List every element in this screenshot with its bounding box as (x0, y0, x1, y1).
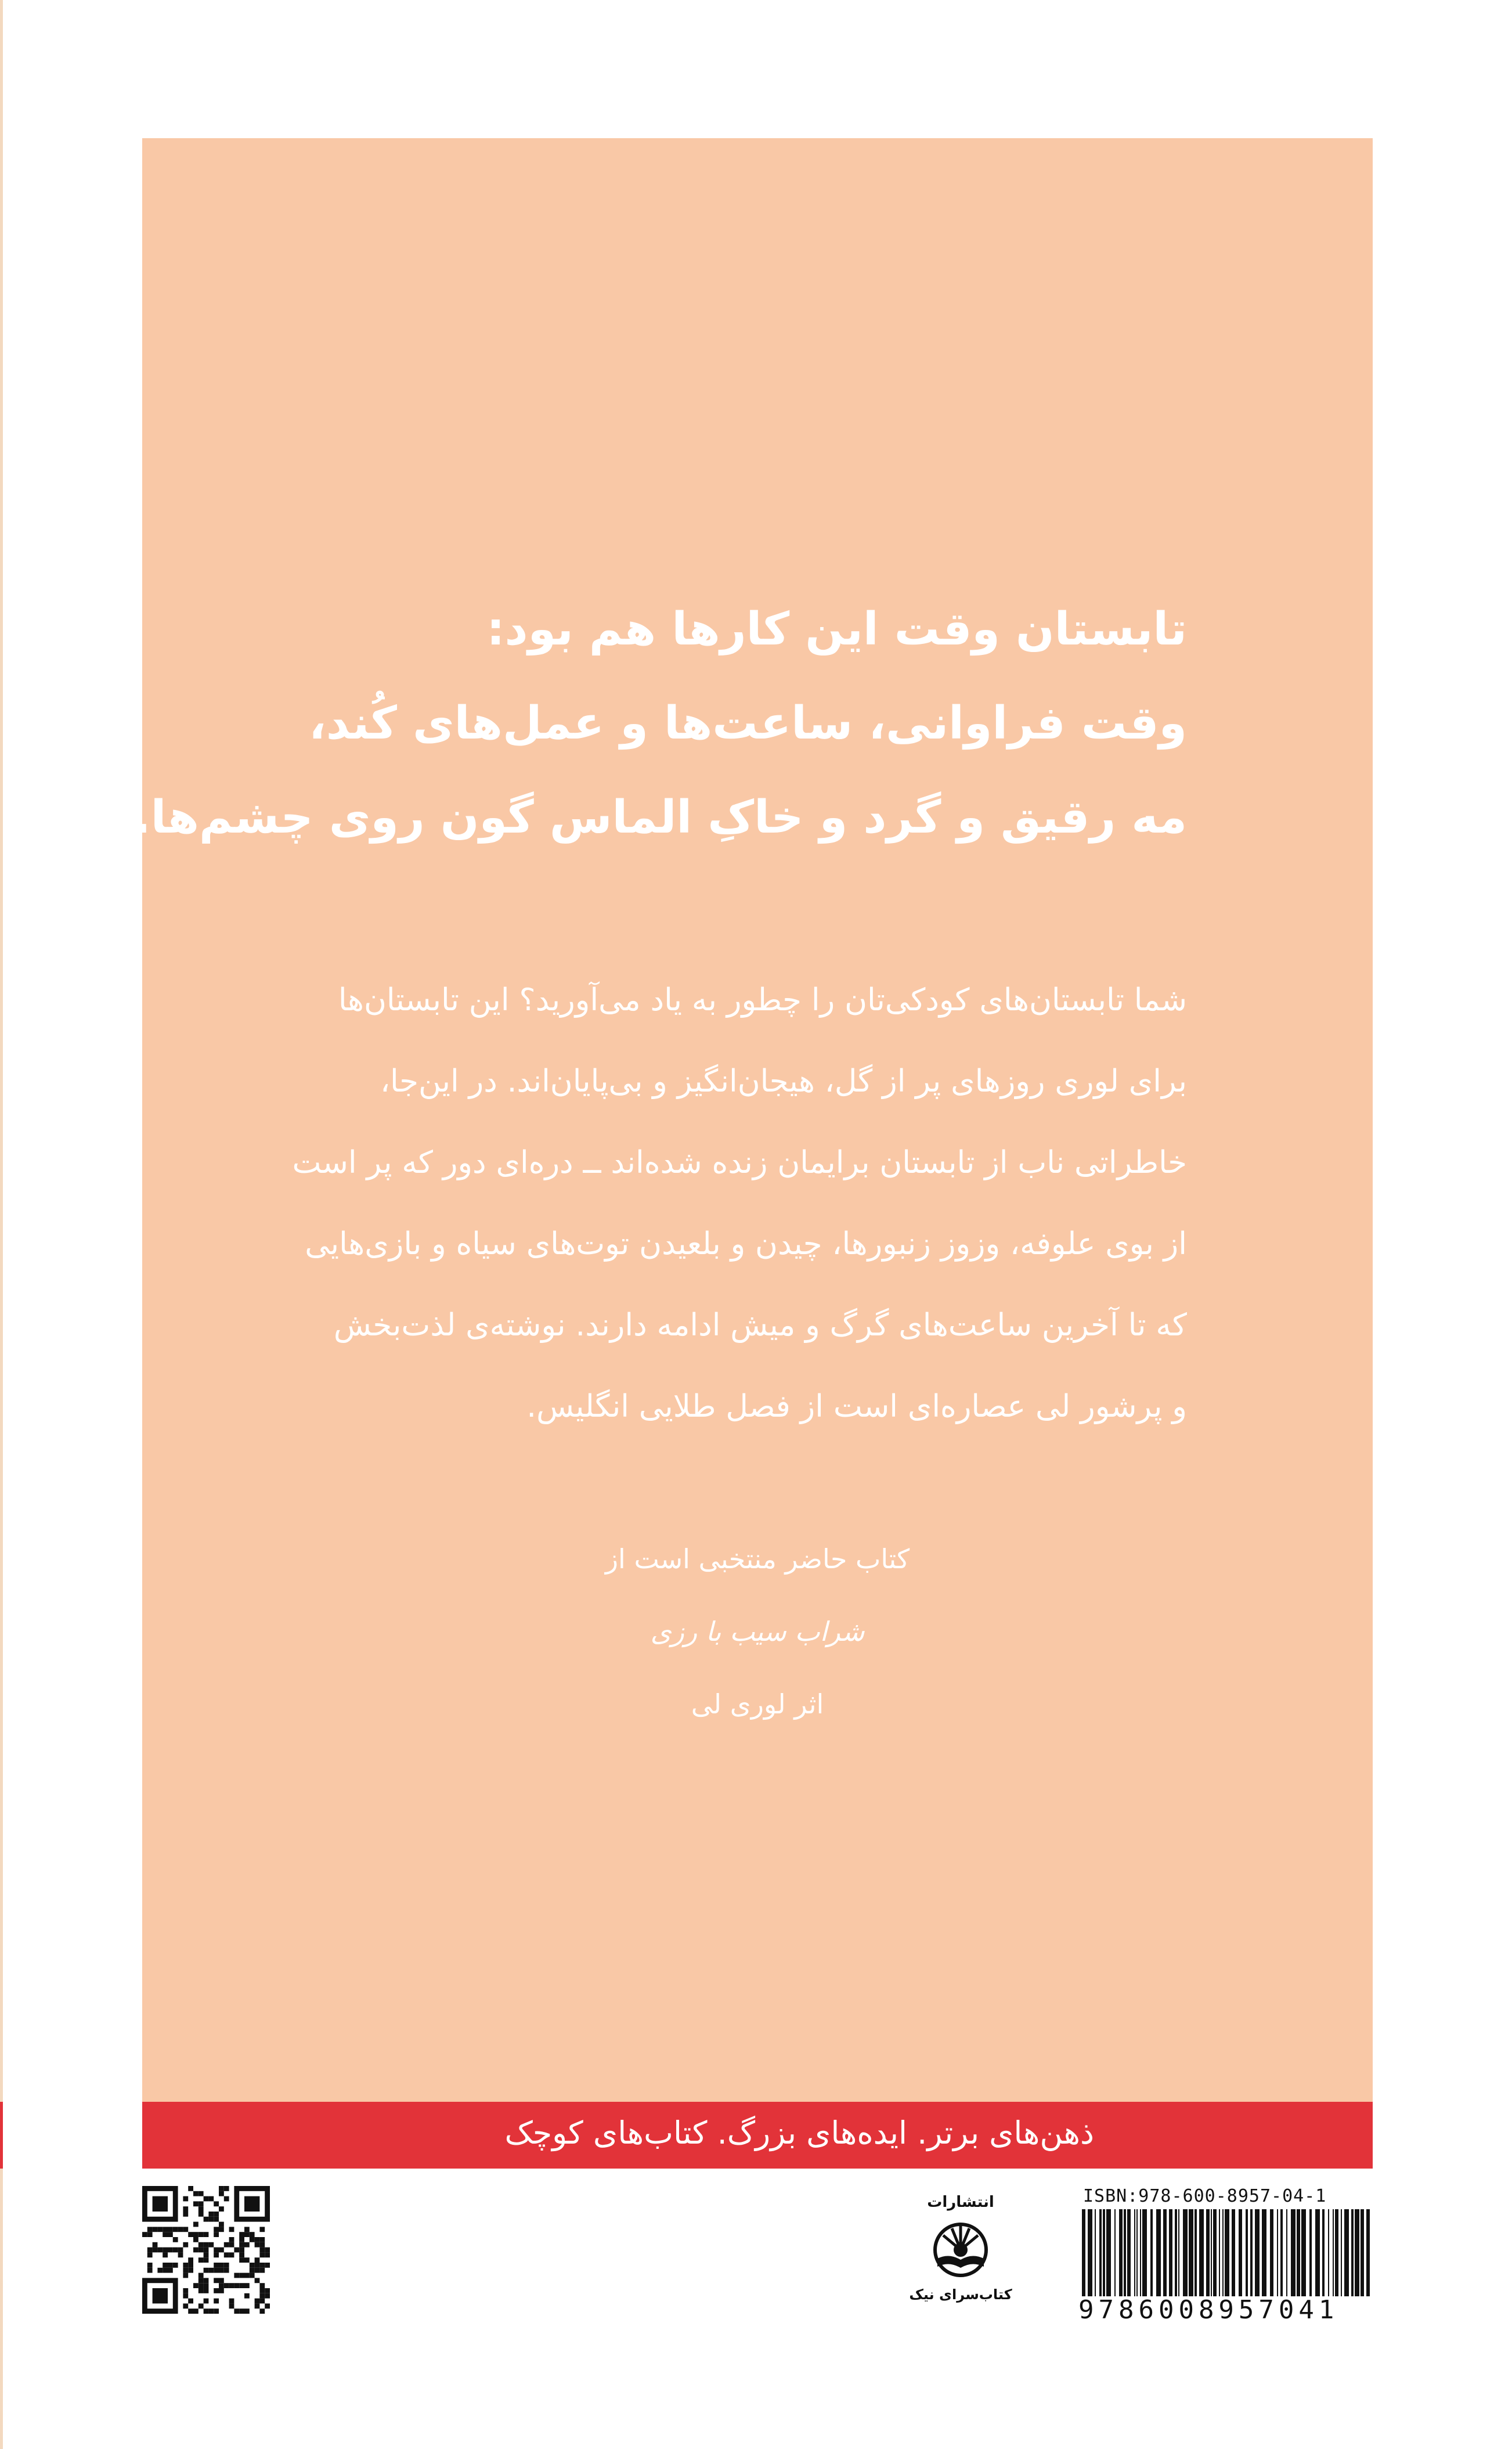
publisher-logo (905, 2194, 1016, 2310)
blurb-line: و پرشور لی عصاره‌ای است از فصل طلایی انگلیس. (526, 1389, 1187, 1424)
publisher-label: انتشارات (927, 2194, 994, 2211)
poem-line: تابستان وقت این کارها هم بود: (486, 603, 1187, 656)
source-book-title: شراب سیب با رزی (650, 1616, 865, 1647)
blurb-line: از بوی علوفه، وزوز زنبورها، چیدن و بلعیدن توت‌های سیاه و بازی‌هایی (305, 1226, 1187, 1262)
source-author: اثر لوری لی (691, 1688, 824, 1720)
back-cover-panel (133, 138, 1373, 2102)
barcode-bars (1078, 2209, 1377, 2296)
isbn-label: ISBN:978-600-8957-04-1 (1083, 2186, 1327, 2206)
blurb-paragraph (212, 960, 1187, 1447)
cover-edge-red-strip (0, 2102, 3, 2169)
blurb-line: شما تابستان‌های کودکی‌تان را چطور به یاد می‌آورید؟ این تابستان‌ها (338, 982, 1187, 1018)
qr-code-icon (142, 2186, 270, 2314)
blurb-line: برای لوری روزهای پر از گل، هیجان‌انگیز و بی‌پایان‌اند. در این‌جا، (380, 1064, 1187, 1099)
blurb-line: خاطراتی ناب از تابستان برایمان زنده شده‌اند ــ دره‌ای دور که پر است (292, 1145, 1187, 1180)
series-tagline-banner (142, 2102, 1373, 2169)
poem-line: مه رقیق و گرد و خاکِ الماس گون روی چشم‌ها. (133, 791, 1187, 844)
series-tagline: ذهن‌های برتر. ایده‌های بزرگ. کتاب‌های کوچک (504, 2115, 1094, 2151)
blurb-line: که تا آخرین ساعت‌های گرگ و میش ادامه دارند. نوشته‌ی لذت‌بخش (333, 1308, 1187, 1343)
ean-digits: 9786008957041 (1078, 2295, 1339, 2325)
cover-edge-strip (0, 0, 3, 2449)
isbn-barcode (1078, 2186, 1377, 2325)
open-book-sunrise-icon (932, 2218, 990, 2282)
source-credits (142, 1523, 1373, 1741)
publisher-name: کتاب‌سرای نیک (909, 2286, 1012, 2303)
epigraph-poem (133, 582, 1187, 865)
poem-line: وقت فراوانی، ساعت‌ها و عمل‌های کُند، (309, 697, 1187, 750)
credits-intro: کتاب حاضر منتخبی است از (605, 1543, 910, 1575)
